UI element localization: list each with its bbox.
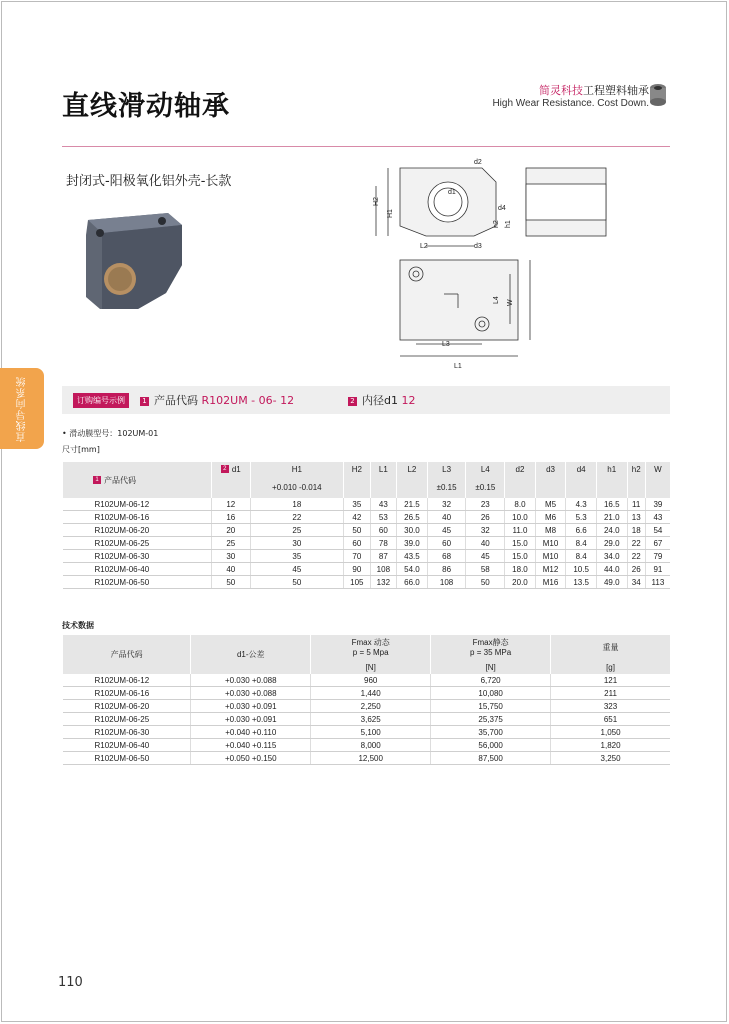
dim-cell: M12: [535, 563, 566, 576]
dim-cell: 60: [370, 524, 397, 537]
unit-note: 尺寸[mm]: [62, 445, 100, 454]
dim-cell: 79: [645, 550, 670, 563]
dim-tolerance-h1: [596, 476, 627, 498]
dim-cell: 40: [212, 563, 251, 576]
tech-cell-code: R102UM-06-30: [63, 726, 191, 739]
dim-cell: 26.5: [397, 511, 428, 524]
tech-cell: 3,625: [311, 713, 431, 726]
dim-table-row: [63, 537, 671, 550]
order-inner-diameter-value: 12: [401, 394, 416, 407]
dim-cell: 40: [466, 537, 505, 550]
tech-unit-dynamic: [N]: [311, 661, 431, 674]
dim-cell: 32: [466, 524, 505, 537]
dim-cell: 16.5: [596, 498, 627, 511]
section-side-tab[interactable]: 直线导向系统: [0, 368, 44, 449]
dim-cell: 10.0: [505, 511, 536, 524]
dim-label-L1: L1: [454, 363, 462, 370]
dim-cell: 26: [466, 511, 505, 524]
dim-cell: 20.0: [505, 576, 536, 589]
tech-cell: 10,080: [431, 687, 551, 700]
dim-header-l4: L4: [466, 462, 505, 476]
brand-block: [492, 84, 649, 110]
tech-cell-code: R102UM-06-25: [63, 713, 191, 726]
tech-header-code: 产品代码: [63, 635, 191, 674]
dim-cell: 25: [212, 537, 251, 550]
dim-header-l3: L3: [427, 462, 466, 476]
tech-header-dynamic: Fmax 动态 p = 5 Mpa: [311, 635, 431, 661]
dim-cell: 5.3: [566, 511, 597, 524]
dim-header-l1: L1: [370, 462, 397, 476]
dim-cell-code: R102UM-06-40: [63, 563, 212, 576]
tech-cell: 87,500: [431, 752, 551, 765]
dim-label-d4: d4: [498, 205, 506, 212]
dim-cell: 18: [627, 524, 645, 537]
dim-cell: 25: [250, 524, 343, 537]
dim-cell: 35: [250, 550, 343, 563]
order-example-bar: [62, 386, 670, 414]
brand-category: 工程塑料轴承: [583, 84, 649, 97]
dim-cell: 40: [427, 511, 466, 524]
dim-cell: 13.5: [566, 576, 597, 589]
tech-cell: +0.040 +0.110: [191, 726, 311, 739]
dim-cell: 22: [627, 537, 645, 550]
brand-name: 简灵科技: [539, 84, 583, 97]
dim-cell: 39: [645, 498, 670, 511]
tech-cell: 2,250: [311, 700, 431, 713]
dim-tolerance-h1: +0.010 -0.014: [250, 476, 343, 498]
tech-cell: 3,250: [551, 752, 670, 765]
tech-cell: 1,440: [311, 687, 431, 700]
dim-cell: 78: [370, 537, 397, 550]
dim-cell: 30: [212, 550, 251, 563]
film-model-note: • 滑动膜型号：102UM-01: [62, 429, 159, 438]
dim-cell: 44.0: [596, 563, 627, 576]
dim-cell: 15.0: [505, 550, 536, 563]
tech-cell: 1,050: [551, 726, 670, 739]
dim-cell: 43: [645, 511, 670, 524]
dim-header-l2: L2: [397, 462, 428, 476]
dim-tolerance-d1: [212, 476, 251, 498]
tech-cell-code: R102UM-06-20: [63, 700, 191, 713]
dim-label-h1: h1: [505, 220, 512, 228]
dim-cell: 12: [212, 498, 251, 511]
dim-tolerance-h2: [627, 476, 645, 498]
dim-cell: 30: [250, 537, 343, 550]
dim-cell: 34.0: [596, 550, 627, 563]
tech-unit-static: [N]: [431, 661, 551, 674]
dim-tolerance-d3: [535, 476, 566, 498]
dim-cell: 24.0: [596, 524, 627, 537]
title-rule: [62, 146, 670, 147]
dim-cell: M6: [535, 511, 566, 524]
dim-cell: 42: [344, 511, 371, 524]
dim-cell: 70: [344, 550, 371, 563]
dim-cell: 54.0: [397, 563, 428, 576]
order-product-code: 1 产品代码 R102UM - 06- 12: [140, 392, 294, 408]
dim-label-d2: d2: [474, 159, 482, 166]
dim-tolerance-d4: [566, 476, 597, 498]
tech-cell: 8,000: [311, 739, 431, 752]
dim-label-h2: h2: [493, 220, 500, 228]
dim-header-d4: d4: [566, 462, 597, 476]
dim-cell: 45: [427, 524, 466, 537]
tech-cell: 25,375: [431, 713, 551, 726]
dim-header-d2: d2: [505, 462, 536, 476]
dim-cell: 67: [645, 537, 670, 550]
dim-cell: 90: [344, 563, 371, 576]
dim-header-d3: d3: [535, 462, 566, 476]
tech-cell: 1,820: [551, 739, 670, 752]
dim-cell: 21.5: [397, 498, 428, 511]
dim-cell: 21.0: [596, 511, 627, 524]
tech-cell: +0.030 +0.091: [191, 700, 311, 713]
dim-cell: 45: [250, 563, 343, 576]
dim-cell: 11.0: [505, 524, 536, 537]
dim-label-L4: L4: [493, 296, 500, 304]
dim-cell: 43: [370, 498, 397, 511]
tech-cell: 323: [551, 700, 670, 713]
dim-cell: 53: [370, 511, 397, 524]
dim-tolerance-l1: [370, 476, 397, 498]
dim-table-row: [63, 550, 671, 563]
dim-cell: 32: [427, 498, 466, 511]
dim-header-d1: 2 d1: [212, 462, 251, 476]
dim-cell: 49.0: [596, 576, 627, 589]
dim-cell: M10: [535, 537, 566, 550]
dim-label-H1: H1: [387, 209, 394, 218]
dim-cell-code: R102UM-06-16: [63, 511, 212, 524]
dim-cell-code: R102UM-06-25: [63, 537, 212, 550]
dim-table-row: [63, 524, 671, 537]
dim-cell: 8.4: [566, 550, 597, 563]
tech-header-static: Fmax静态 p = 35 MPa: [431, 635, 551, 661]
technical-drawing: [370, 156, 616, 378]
dim-tolerance-h2: [344, 476, 371, 498]
dim-tolerance-w: [645, 476, 670, 498]
dim-cell-code: R102UM-06-20: [63, 524, 212, 537]
dim-table-row: [63, 511, 671, 524]
dimension-table: [62, 462, 670, 589]
dim-cell: 13: [627, 511, 645, 524]
dim-cell: 58: [466, 563, 505, 576]
dim-table-row: [63, 576, 671, 589]
tech-data-title: 技术数据: [62, 621, 94, 630]
badge-1: 1: [140, 397, 149, 406]
order-inner-diameter: 2 内径d1 12: [348, 392, 415, 408]
tech-cell: +0.050 +0.150: [191, 752, 311, 765]
tech-cell-code: R102UM-06-40: [63, 739, 191, 752]
dim-tolerance-d2: [505, 476, 536, 498]
dim-cell: 43.5: [397, 550, 428, 563]
tech-cell: 35,700: [431, 726, 551, 739]
dim-cell: M5: [535, 498, 566, 511]
dim-cell: 60: [344, 537, 371, 550]
tech-data-table: [62, 635, 670, 765]
tech-cell: 56,000: [431, 739, 551, 752]
dim-cell: 113: [645, 576, 670, 589]
tech-table-row: [63, 726, 671, 739]
dim-label-d3: d3: [474, 243, 482, 250]
dim-cell: 105: [344, 576, 371, 589]
tech-table-row: [63, 674, 671, 687]
tech-header-weight: 重量: [551, 635, 670, 661]
dim-table-row: [63, 498, 671, 511]
dim-cell: 10.5: [566, 563, 597, 576]
tech-cell: 121: [551, 674, 670, 687]
tech-cell: +0.030 +0.088: [191, 674, 311, 687]
dim-header-code: 1 产品代码: [63, 462, 212, 498]
dim-tolerance-l3: ±0.15: [427, 476, 466, 498]
dim-tolerance-l2: [397, 476, 428, 498]
dim-cell: 86: [427, 563, 466, 576]
dim-cell: 22: [627, 550, 645, 563]
dim-cell: 8.0: [505, 498, 536, 511]
dim-cell: 16: [212, 511, 251, 524]
dim-header-h2: H2: [344, 462, 371, 476]
tech-cell: 5,100: [311, 726, 431, 739]
dim-cell: 4.3: [566, 498, 597, 511]
dim-header-h1: H1: [250, 462, 343, 476]
dim-cell: 108: [370, 563, 397, 576]
tech-table-row: [63, 700, 671, 713]
dim-cell: 60: [427, 537, 466, 550]
tech-cell: 960: [311, 674, 431, 687]
tech-table-row: [63, 713, 671, 726]
dim-cell-code: R102UM-06-30: [63, 550, 212, 563]
tech-cell: 12,500: [311, 752, 431, 765]
tech-cell: 211: [551, 687, 670, 700]
dim-cell: 34: [627, 576, 645, 589]
dim-cell-code: R102UM-06-50: [63, 576, 212, 589]
dim-cell: 29.0: [596, 537, 627, 550]
dim-cell: 15.0: [505, 537, 536, 550]
dim-label-H2: H2: [373, 197, 380, 206]
tech-cell: 6,720: [431, 674, 551, 687]
dim-label-L3: L3: [442, 341, 450, 348]
tech-cell: +0.040 +0.115: [191, 739, 311, 752]
dim-cell: 91: [645, 563, 670, 576]
dim-cell: M10: [535, 550, 566, 563]
dim-cell: 45: [466, 550, 505, 563]
tech-cell: +0.030 +0.091: [191, 713, 311, 726]
dim-cell: 6.6: [566, 524, 597, 537]
dim-cell: 87: [370, 550, 397, 563]
dim-cell: 26: [627, 563, 645, 576]
dim-header-w: W: [645, 462, 670, 476]
dim-cell: M16: [535, 576, 566, 589]
tech-cell: 15,750: [431, 700, 551, 713]
dim-cell: 108: [427, 576, 466, 589]
order-product-code-value: R102UM - 06- 12: [201, 394, 295, 407]
dim-header-h2: h2: [627, 462, 645, 476]
dim-cell: M8: [535, 524, 566, 537]
product-subtitle: 封闭式-阳极氧化铝外壳-长款: [66, 174, 232, 189]
tech-table-row: [63, 752, 671, 765]
bearing-icon: [649, 83, 667, 107]
dim-label-W: W: [507, 299, 514, 306]
dim-label-L2: L2: [420, 243, 428, 250]
badge-2: 2: [348, 397, 357, 406]
dim-table-row: [63, 563, 671, 576]
dim-cell: 18.0: [505, 563, 536, 576]
dim-header-h1: h1: [596, 462, 627, 476]
tech-header-tolerance: d1-公差: [191, 635, 311, 674]
dim-cell: 30.0: [397, 524, 428, 537]
tech-table-row: [63, 687, 671, 700]
dim-cell: 68: [427, 550, 466, 563]
dim-cell: 20: [212, 524, 251, 537]
dim-cell: 50: [212, 576, 251, 589]
tech-table-row: [63, 739, 671, 752]
page-title: 直线滑动轴承: [62, 91, 230, 122]
dim-cell: 39.0: [397, 537, 428, 550]
tech-cell: +0.030 +0.088: [191, 687, 311, 700]
order-example-label: 订购编号示例: [73, 393, 129, 408]
dim-header-row: [63, 462, 671, 476]
tech-unit-weight: [g]: [551, 661, 670, 674]
dim-cell: 50: [344, 524, 371, 537]
dim-cell: 66.0: [397, 576, 428, 589]
dim-cell: 23: [466, 498, 505, 511]
dim-cell: 50: [250, 576, 343, 589]
tech-cell: 651: [551, 713, 670, 726]
tech-cell-code: R102UM-06-16: [63, 687, 191, 700]
dim-cell: 22: [250, 511, 343, 524]
dim-cell: 132: [370, 576, 397, 589]
dim-tolerance-l4: ±0.15: [466, 476, 505, 498]
page-number: 110: [58, 975, 83, 990]
dim-label-d1: d1: [448, 189, 456, 196]
dim-cell-code: R102UM-06-12: [63, 498, 212, 511]
tech-header-row: [63, 635, 671, 661]
dim-cell: 8.4: [566, 537, 597, 550]
brand-slogan: High Wear Resistance. Cost Down.: [492, 98, 649, 109]
dim-cell: 18: [250, 498, 343, 511]
tech-cell-code: R102UM-06-12: [63, 674, 191, 687]
dim-cell: 50: [466, 576, 505, 589]
dim-cell: 54: [645, 524, 670, 537]
tech-cell-code: R102UM-06-50: [63, 752, 191, 765]
dim-cell: 11: [627, 498, 645, 511]
product-photo: [78, 205, 188, 315]
dim-cell: 35: [344, 498, 371, 511]
